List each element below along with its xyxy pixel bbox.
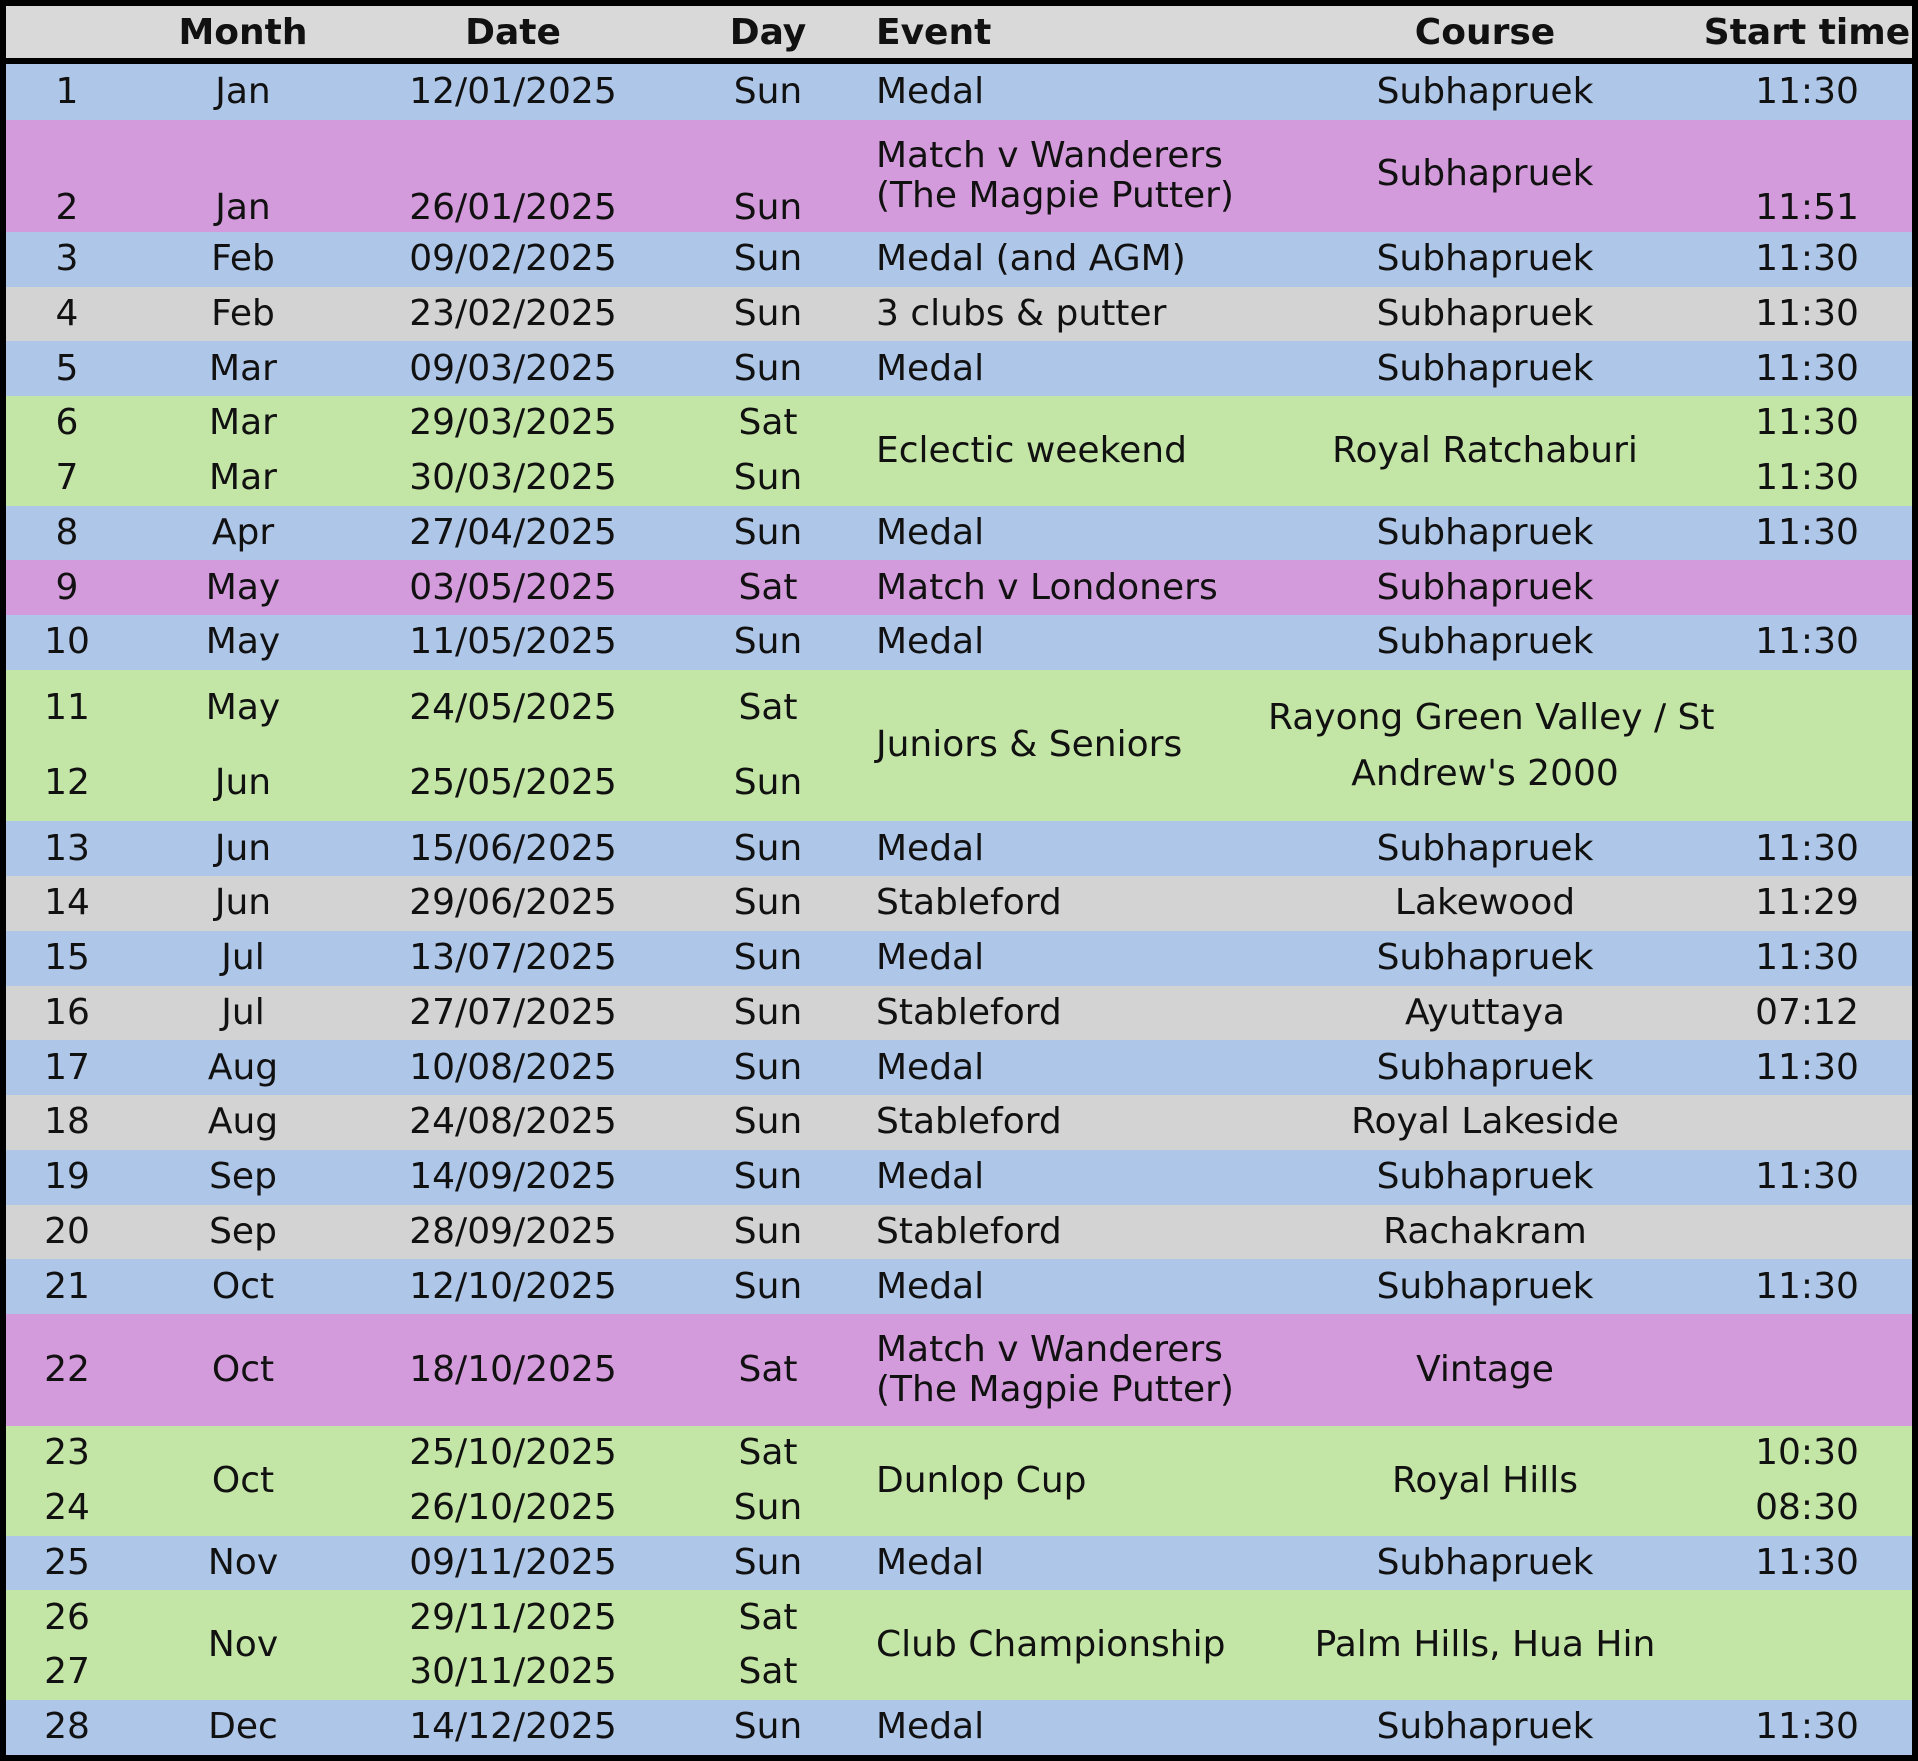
table-row <box>6 396 1912 451</box>
cell-event: Juniors & Seniors <box>876 724 1183 766</box>
cell-number: 20 <box>44 1210 90 1252</box>
cell-date: 28/09/2025 <box>409 1210 617 1252</box>
cell-date: 24/08/2025 <box>409 1101 617 1143</box>
cell-day: Sun <box>733 292 803 334</box>
cell-date: 12/01/2025 <box>409 70 617 112</box>
cell-event: Medal <box>876 1156 985 1198</box>
cell-date: 14/12/2025 <box>409 1706 617 1748</box>
event-line-1: Match v Wanderers <box>876 134 1223 176</box>
cell-day: Sun <box>733 1541 803 1583</box>
cell-event: Club Championship <box>876 1624 1226 1666</box>
table-row <box>6 341 1912 396</box>
cell-date: 25/10/2025 <box>409 1432 617 1474</box>
cell-event: Medal <box>876 937 985 979</box>
cell-day: Sun <box>733 827 803 869</box>
table-row <box>6 1590 1912 1645</box>
cell-event: Eclectic weekend <box>876 429 1187 471</box>
cell-event: Medal <box>876 347 985 389</box>
cell-course: Subhapruek <box>1376 152 1594 194</box>
cell-start-time: 11:30 <box>1755 1046 1859 1088</box>
cell-number: 14 <box>44 882 90 924</box>
cell-course: Subhapruek <box>1376 827 1594 869</box>
cell-event: Medal <box>876 511 985 553</box>
table-row <box>6 506 1912 561</box>
header-course: Course <box>1268 6 1702 61</box>
cell-day: Sun <box>733 991 803 1033</box>
header-date: Date <box>358 6 668 61</box>
cell-number: 23 <box>44 1432 90 1474</box>
table-row <box>6 1150 1912 1205</box>
table-row <box>6 232 1912 287</box>
cell-course: Subhapruek <box>1376 1265 1594 1307</box>
cell-course: Subhapruek <box>1376 238 1594 280</box>
cell-date: 12/10/2025 <box>409 1265 617 1307</box>
cell-start-time <box>1702 1205 1912 1260</box>
cell-event: Stableford <box>876 991 1062 1033</box>
cell-month: Jan <box>215 186 271 228</box>
cell-number: 25 <box>44 1541 90 1583</box>
cell-month: Mar <box>209 457 277 499</box>
cell-month: Jun <box>214 762 272 804</box>
cell-start-time: 11:30 <box>1755 1156 1859 1198</box>
cell-start-time: 11:30 <box>1755 457 1859 499</box>
cell-month: Jul <box>221 937 265 979</box>
cell-start-time: 11:30 <box>1755 1706 1859 1748</box>
cell-date: 26/10/2025 <box>409 1487 617 1529</box>
cell-month: Apr <box>211 511 275 553</box>
cell-day: Sun <box>733 621 803 663</box>
cell-course: Subhapruek <box>1376 1156 1594 1198</box>
cell-day: Sun <box>733 1046 803 1088</box>
course-line-2: Andrew's 2000 <box>1351 752 1619 794</box>
cell-date: 03/05/2025 <box>409 566 617 608</box>
cell-day: Sat <box>738 566 798 608</box>
cell-date: 24/05/2025 <box>409 686 617 728</box>
cell-event: 3 clubs & putter <box>876 292 1167 334</box>
header-start-time: Start time <box>1702 6 1912 61</box>
cell-day: Sun <box>733 1101 803 1143</box>
cell-number: 2 <box>55 186 79 228</box>
cell-month: Sep <box>209 1210 277 1252</box>
table-row <box>6 1040 1912 1095</box>
cell-start-time: 11:30 <box>1755 511 1859 553</box>
cell-number: 9 <box>55 566 79 608</box>
cell-course: Palm Hills, Hua Hin <box>1314 1624 1656 1666</box>
cell-start-time: 11:30 <box>1755 937 1859 979</box>
cell-month: Sep <box>209 1156 277 1198</box>
cell-start-time <box>1702 1645 1912 1700</box>
cell-date: 14/09/2025 <box>409 1156 617 1198</box>
header-row <box>6 6 1912 61</box>
cell-start-time: 08:30 <box>1755 1487 1859 1529</box>
cell-number: 13 <box>44 827 90 869</box>
cell-start-time <box>1702 560 1912 615</box>
cell-day: Sun <box>733 1487 803 1529</box>
cell-day: Sun <box>733 511 803 553</box>
cell-date: 09/02/2025 <box>409 238 617 280</box>
cell-month: Aug <box>207 1046 279 1088</box>
cell-date: 29/03/2025 <box>409 402 617 444</box>
cell-start-time: 11:30 <box>1755 621 1859 663</box>
cell-start-time: 11:30 <box>1755 292 1859 334</box>
cell-start-time <box>1702 746 1912 822</box>
cell-date: 25/05/2025 <box>409 762 617 804</box>
cell-course: Subhapruek <box>1376 347 1594 389</box>
cell-course: Lakewood <box>1394 882 1576 924</box>
event-line-2: (The Magpie Putter) <box>876 174 1234 216</box>
cell-number: 24 <box>44 1487 90 1529</box>
cell-day: Sat <box>738 1432 798 1474</box>
cell-course: Ayuttaya <box>1405 991 1565 1033</box>
cell-month: Mar <box>209 402 277 444</box>
cell-course: Royal Ratchaburi <box>1332 429 1638 471</box>
table-row <box>6 287 1912 342</box>
cell-day: Sun <box>733 186 803 228</box>
cell-number: 16 <box>44 991 90 1033</box>
cell-date: 09/03/2025 <box>409 347 617 389</box>
cell-day: Sat <box>738 1349 798 1391</box>
cell-start-time: 11:30 <box>1755 1541 1859 1583</box>
cell-day: Sun <box>733 70 803 112</box>
cell-month: May <box>205 566 281 608</box>
table-row <box>6 120 1912 232</box>
cell-month: May <box>205 686 281 728</box>
cell-day: Sat <box>738 1596 798 1638</box>
cell-course: Royal Lakeside <box>1351 1101 1619 1143</box>
cell-start-time: 11:30 <box>1755 1265 1859 1307</box>
cell-start-time: 11:30 <box>1755 402 1859 444</box>
cell-number: 7 <box>55 457 79 499</box>
cell-number: 12 <box>44 762 90 804</box>
cell-number: 4 <box>55 292 79 334</box>
cell-day: Sun <box>733 1156 803 1198</box>
event-line-1: Match v Wanderers <box>876 1328 1223 1370</box>
cell-month: Mar <box>209 347 277 389</box>
cell-month: Jul <box>221 991 265 1033</box>
cell-number: 17 <box>44 1046 90 1088</box>
fixture-table <box>6 6 1912 1755</box>
cell-course: Subhapruek <box>1376 511 1594 553</box>
table-row <box>6 876 1912 931</box>
cell-event: Medal <box>876 1265 985 1307</box>
cell-day: Sun <box>733 1706 803 1748</box>
cell-date: 18/10/2025 <box>409 1349 617 1391</box>
table-row <box>6 986 1912 1041</box>
cell-event: Medal <box>876 827 985 869</box>
header-day: Day <box>668 6 868 61</box>
cell-event: Medal <box>876 70 985 112</box>
cell-event <box>868 1314 1268 1426</box>
cell-start-time: 11:30 <box>1755 70 1859 112</box>
course-line-1: Rayong Green Valley / St <box>1268 696 1715 738</box>
cell-number: 21 <box>44 1265 90 1307</box>
header-month: Month <box>128 6 358 61</box>
cell-month: Feb <box>211 292 275 334</box>
cell-day: Sat <box>738 1651 798 1693</box>
cell-date: 10/08/2025 <box>409 1046 617 1088</box>
cell-start-time <box>1702 670 1912 746</box>
cell-date: 27/04/2025 <box>409 511 617 553</box>
cell-month: Jan <box>215 70 271 112</box>
cell-day: Sat <box>738 686 798 728</box>
cell-month: Jun <box>214 827 272 869</box>
cell-course: Vintage <box>1416 1349 1554 1391</box>
cell-number: 3 <box>55 238 79 280</box>
cell-day: Sun <box>733 1210 803 1252</box>
table-row <box>6 1314 1912 1426</box>
cell-start-time <box>1702 1314 1912 1426</box>
cell-course: Subhapruek <box>1376 1046 1594 1088</box>
cell-start-time: 11:29 <box>1755 882 1859 924</box>
table-row <box>6 670 1912 746</box>
cell-start-time: 11:30 <box>1755 347 1859 389</box>
cell-month: May <box>205 621 281 663</box>
cell-date: 27/07/2025 <box>409 991 617 1033</box>
cell-number: 28 <box>44 1706 90 1748</box>
header-event: Event <box>868 6 1268 61</box>
cell-start-time: 11:30 <box>1755 827 1859 869</box>
cell-number: 5 <box>55 347 79 389</box>
cell-event: Medal <box>876 1706 985 1748</box>
cell-number: 8 <box>55 511 79 553</box>
cell-day: Sun <box>733 937 803 979</box>
table-row <box>6 615 1912 670</box>
cell-date: 15/06/2025 <box>409 827 617 869</box>
cell-month: Oct <box>211 1349 275 1391</box>
cell-number: 27 <box>44 1651 90 1693</box>
cell-month: Nov <box>207 1541 279 1583</box>
cell-number: 26 <box>44 1596 90 1638</box>
cell-month: Oct <box>211 1265 275 1307</box>
table-row <box>6 61 1912 120</box>
table-row <box>6 1205 1912 1260</box>
cell-event: Match v Londoners <box>876 566 1218 608</box>
table-row <box>6 1426 1912 1481</box>
cell-course: Royal Hills <box>1391 1459 1579 1501</box>
table-row <box>6 1259 1912 1314</box>
cell-number: 1 <box>55 70 79 112</box>
table-row <box>6 1536 1912 1591</box>
cell-date: 30/03/2025 <box>409 457 617 499</box>
event-line-2: (The Magpie Putter) <box>876 1369 1234 1411</box>
cell-day: Sun <box>733 238 803 280</box>
cell-month: Dec <box>208 1706 278 1748</box>
cell-date: 29/11/2025 <box>409 1596 617 1638</box>
cell-number: 19 <box>44 1156 90 1198</box>
cell-event: Medal (and AGM) <box>876 238 1186 280</box>
cell-event: Dunlop Cup <box>876 1459 1087 1501</box>
table-row <box>6 821 1912 876</box>
cell-date: 09/11/2025 <box>409 1541 617 1583</box>
header-number <box>6 6 128 61</box>
cell-date: 30/11/2025 <box>409 1651 617 1693</box>
cell-month: Aug <box>207 1101 279 1143</box>
cell-number: 15 <box>44 937 90 979</box>
cell-course: Subhapruek <box>1376 1541 1594 1583</box>
cell-day: Sun <box>733 457 803 499</box>
cell-event: Stableford <box>876 1101 1062 1143</box>
cell-number: 11 <box>44 686 90 728</box>
cell-number: 22 <box>44 1349 90 1391</box>
cell-date: 26/01/2025 <box>409 186 617 228</box>
table-row <box>6 931 1912 986</box>
cell-start-time: 11:51 <box>1755 186 1859 228</box>
cell-date: 13/07/2025 <box>409 937 617 979</box>
cell-day: Sun <box>733 882 803 924</box>
cell-course <box>1268 670 1715 822</box>
cell-course: Subhapruek <box>1376 292 1594 334</box>
table-row <box>6 1700 1912 1755</box>
cell-course: Subhapruek <box>1376 566 1594 608</box>
cell-day: Sat <box>738 402 798 444</box>
cell-event: Medal <box>876 1541 985 1583</box>
cell-event: Medal <box>876 1046 985 1088</box>
cell-event: Medal <box>876 621 985 663</box>
cell-date: 11/05/2025 <box>409 621 617 663</box>
table-row <box>6 1095 1912 1150</box>
cell-event <box>868 120 1268 232</box>
cell-start-time: 07:12 <box>1755 991 1859 1033</box>
cell-month: Jun <box>214 882 272 924</box>
cell-course: Subhapruek <box>1376 937 1594 979</box>
cell-course: Subhapruek <box>1376 70 1594 112</box>
cell-number: 10 <box>44 621 90 663</box>
cell-course: Rachakram <box>1383 1210 1587 1252</box>
cell-course: Subhapruek <box>1376 1706 1594 1748</box>
cell-number: 6 <box>55 402 79 444</box>
cell-month: Feb <box>211 238 275 280</box>
cell-event: Stableford <box>876 882 1062 924</box>
cell-day: Sun <box>733 1265 803 1307</box>
cell-day: Sun <box>733 762 803 804</box>
cell-start-time: 11:30 <box>1755 238 1859 280</box>
cell-start-time: 10:30 <box>1755 1432 1859 1474</box>
table-row <box>6 560 1912 615</box>
cell-date: 23/02/2025 <box>409 292 617 334</box>
cell-start-time <box>1702 1590 1912 1645</box>
cell-start-time <box>1702 1095 1912 1150</box>
cell-month: Nov <box>207 1624 279 1666</box>
cell-day: Sun <box>733 347 803 389</box>
cell-date: 29/06/2025 <box>409 882 617 924</box>
cell-course: Subhapruek <box>1376 621 1594 663</box>
cell-number: 18 <box>44 1101 90 1143</box>
cell-event: Stableford <box>876 1210 1062 1252</box>
cell-month: Oct <box>211 1459 275 1501</box>
